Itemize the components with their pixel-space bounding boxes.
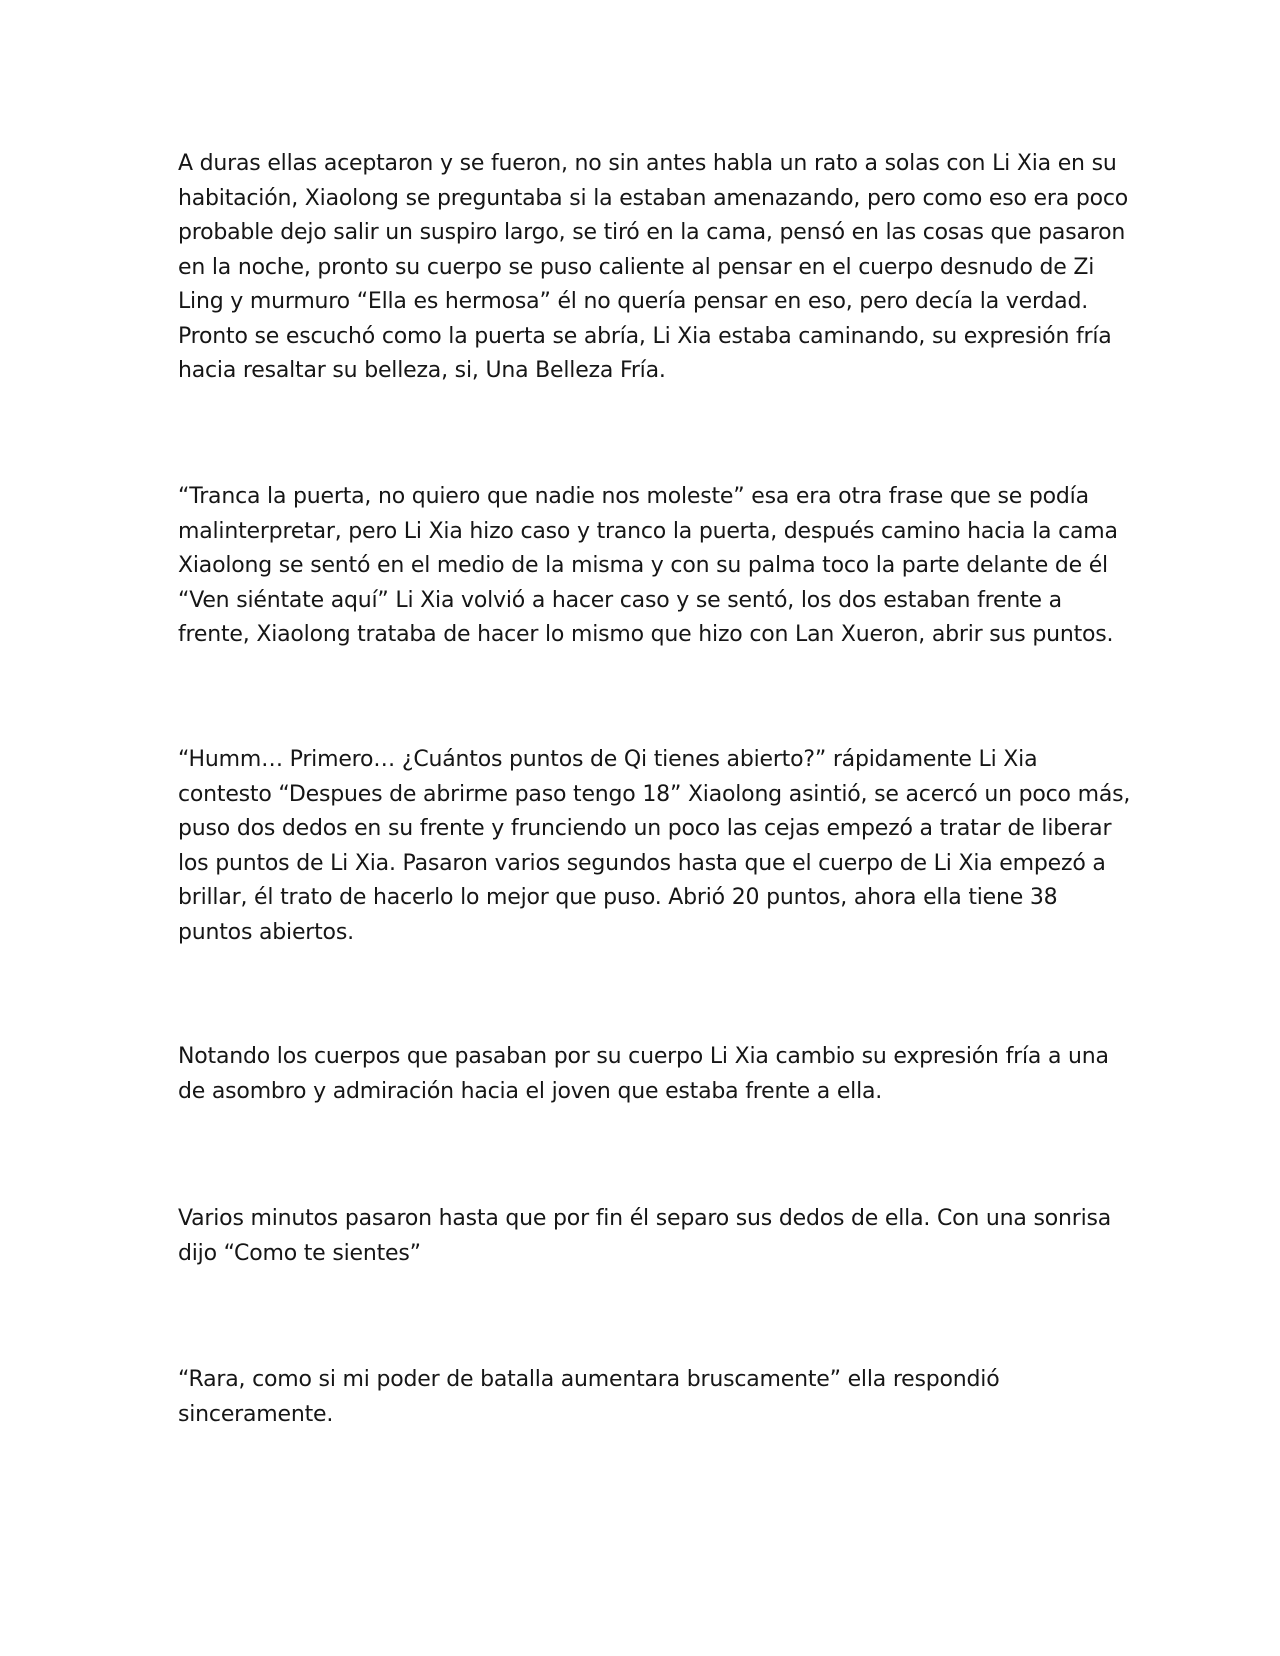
paragraph-line: brillar, él trato de hacerlo lo mejor que puso. Abrió 20 puntos, ahora ella tiene 38 (178, 885, 1058, 910)
paragraph-line: frente, Xiaolong trataba de hacer lo mismo que hizo con Lan Xueron, abrir sus puntos. (178, 622, 1114, 647)
paragraph-5 (178, 1202, 1112, 1271)
paragraph-line: probable dejo salir un suspiro largo, se tiró en la cama, pensó en las cosas que pasaron (178, 220, 1126, 245)
paragraph-line: “Rara, como si mi poder de batalla aumentara bruscamente” ella respondió (178, 1367, 1000, 1392)
paragraph-line: hacia resaltar su belleza, si, Una Belleza Fría. (178, 358, 666, 383)
paragraph-line: Ling y murmuro “Ella es hermosa” él no quería pensar en eso, pero decía la verdad. (178, 289, 1089, 314)
paragraph-line: Varios minutos pasaron hasta que por fin él separo sus dedos de ella. Con una sonrisa (178, 1206, 1112, 1231)
paragraph-line: en la noche, pronto su cuerpo se puso caliente al pensar en el cuerpo desnudo de Zi (178, 254, 1095, 280)
paragraph-line: Notando los cuerpos que pasaban por su cuerpo Li Xia cambio su expresión fría a una (178, 1044, 1109, 1069)
paragraph-line: contesto “Despues de abrirme paso tengo 18” Xiaolong asintió, se acercó un poco más, (178, 781, 1131, 807)
paragraph-line: puso dos dedos en su frente y frunciendo un poco las cejas empezó a tratar de liberar (178, 816, 1112, 841)
paragraph-line: “Ven siéntate aquí” Li Xia volvió a hacer caso y se sentó, los dos estaban frente a (178, 587, 1062, 613)
paragraph-line: “Tranca la puerta, no quiero que nadie nos moleste” esa era otra frase que se podía (178, 484, 1089, 509)
paragraph-3 (178, 743, 1131, 950)
paragraph-line: Xiaolong se sentó en el medio de la misma y con su palma toco la parte delante de él (178, 553, 1108, 578)
paragraph-line: Pronto se escuchó como la puerta se abría, Li Xia estaba caminando, su expresión fría (178, 323, 1112, 349)
paragraph-line: de asombro y admiración hacia el joven que estaba frente a ella. (178, 1078, 883, 1104)
paragraph-6 (178, 1363, 1098, 1432)
paragraph-line: “Humm… Primero… ¿Cuántos puntos de Qi tienes abierto?” rápidamente Li Xia (178, 747, 1038, 772)
paragraph-line: puntos abiertos. (178, 919, 354, 945)
paragraph-2 (178, 480, 1118, 653)
paragraph-line: habitación, Xiaolong se preguntaba si la estaban amenazando, pero como eso era poco (178, 185, 1128, 211)
paragraph-4 (178, 1040, 1109, 1109)
paragraph-line: dijo “Como te sientes” (178, 1240, 421, 1266)
paragraph-1 (178, 147, 1128, 389)
paragraph-line: sinceramente. (178, 1401, 334, 1427)
paragraph-line: los puntos de Li Xia. Pasaron varios segundos hasta que el cuerpo de Li Xia empezó a (178, 850, 1106, 876)
paragraph-line: A duras ellas aceptaron y se fueron, no sin antes habla un rato a solas con Li Xia en su (178, 151, 1117, 176)
paragraph-line: malinterpretar, pero Li Xia hizo caso y tranco la puerta, después camino hacia la cama (178, 518, 1118, 544)
